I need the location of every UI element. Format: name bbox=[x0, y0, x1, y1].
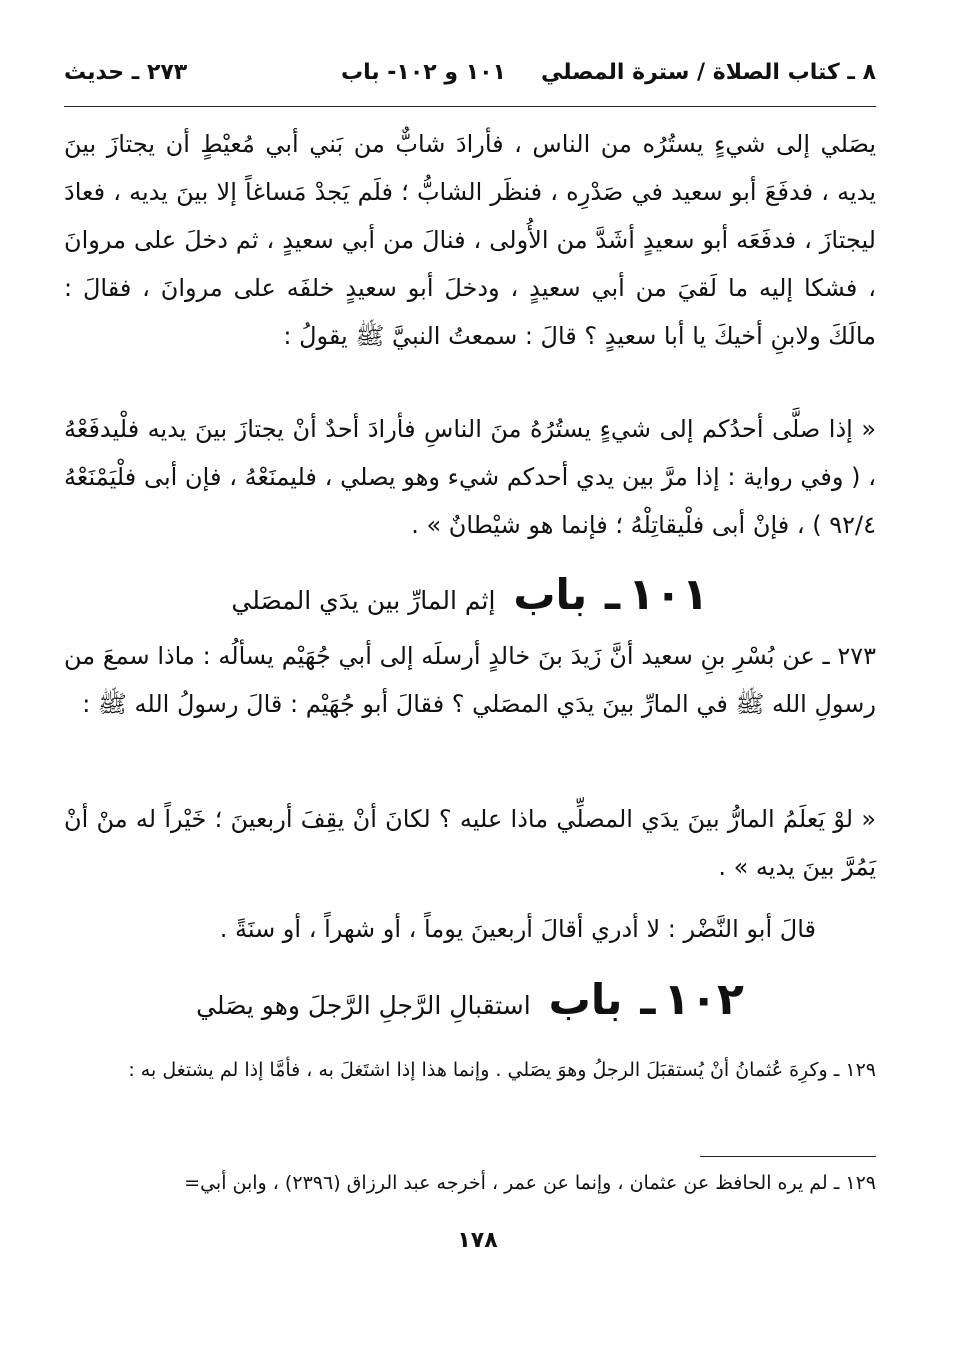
running-header bbox=[64, 60, 876, 94]
heading-chapter-102 bbox=[64, 970, 876, 1030]
header-chapter-numbers: ١٠١ و ١٠٢- باب bbox=[340, 60, 506, 85]
paragraph-5: قالَ أبو النَّضْر : لا أدري أقالَ أربعينَ يوماً ، أو شهراً ، أو سنَةً . bbox=[219, 915, 816, 943]
heading-101-title: إثم المارِّ بين يدَي المصَلي bbox=[231, 586, 496, 615]
heading-102-number: ١٠٢ bbox=[663, 974, 744, 1025]
paragraph-1: يصَلي إلى شيءٍ يستُرُه من الناس ، فأرادَ شابٌّ من بَني أبي مُعيْطٍ أن يجتازَ بينَ يديه ، فدفَعَ أبو سعيد في صَدْرِه ، فنظَر الشابُّ ؛ فلَم يَجدْ مَساغاً إلا بينَ يديه ، فعادَ ليجتازَ ، فدفَعَه أبو سعيدٍ أشَدَّ من الأُولى ، فنالَ من أبي سعيدٍ ، ثم دخلَ على مروانَ ، فشكا إليه ما لَقيَ من أبي سعيدٍ ، ودخلَ أبو سعيدٍ خلفَه على مروانَ ، فقالَ : مالَكَ ولابنِ أخيكَ يا أبا سعيدٍ ؟ قالَ : سمعتُ النبيَّ ﷺ يقولُ : bbox=[64, 130, 876, 350]
heading-chapter-101 bbox=[64, 565, 876, 625]
paragraph-4: « لوْ يَعلَمُ المارُّ بينَ يدَي المصلِّي ماذا عليه ؟ لكانَ أنْ يقِفَ أربعينَ ؛ خَيْراً له منْ أنْ يَمُرَّ بينَ يديه » . bbox=[64, 805, 876, 881]
footnote-129: ١٢٩ ـ لم يره الحافظ عن عثمان ، وإنما عن عمر ، أخرجه عبد الرزاق (٢٣٩٦) ، وابن أبي= bbox=[184, 1172, 876, 1194]
paragraph-3: ٢٧٣ ـ عن بُسْرِ بنِ سعيد أنَّ زَيدَ بنَ خالدٍ أرسلَه إلى أبي جُهَيْم يسألُه : ماذا سمعَ من رسولِ الله ﷺ في المارِّ بينَ يدَي المصَلي ؟ فقالَ أبو جُهَيْم : قالَ رسولُ الله ﷺ : bbox=[64, 642, 876, 718]
footnote-rule bbox=[700, 1156, 876, 1157]
note-129: ١٢٩ ـ وكرِهَ عُثمانُ أنْ يُستقبَلَ الرجلُ وهوَ يصَلي . وإنما هذا إذا اشتَغلَ به ، فأمَّا إذا لم يشتغل به : bbox=[128, 1059, 876, 1081]
heading-101-word: باب bbox=[513, 570, 588, 619]
heading-101-dash: ـ bbox=[605, 569, 621, 620]
header-rule bbox=[64, 106, 876, 107]
heading-102-word: باب bbox=[548, 975, 623, 1024]
page-number: ١٧٨ bbox=[457, 1228, 498, 1253]
header-hadith-number: ٢٧٣ ـ حديث bbox=[64, 60, 188, 85]
heading-102-title: استقبالِ الرَّجلِ الرَّجلَ وهو يصَلي bbox=[196, 991, 531, 1020]
header-book-chapter: ٨ ـ كتاب الصلاة / سترة المصلي bbox=[540, 60, 876, 85]
heading-102-dash: ـ bbox=[640, 974, 656, 1025]
heading-101-number: ١٠١ bbox=[628, 569, 709, 620]
paragraph-2: « إذا صلَّى أحدُكم إلى شيءٍ يستُرُهُ منَ الناسِ فأرادَ أحدٌ أنْ يجتازَ بينَ يديه فلْيدفَعْهُ ، ( وفي رواية : إذا مرَّ بين يدي أحدكم شيء وهو يصلي ، فليمنَعْهُ ، فإن أبى فلْيَمْنَعْهُ ٩٢/٤ ) ، فإنْ أبى فلْيقاتِلْهُ ؛ فإنما هو شيْطانٌ » . bbox=[64, 415, 876, 539]
